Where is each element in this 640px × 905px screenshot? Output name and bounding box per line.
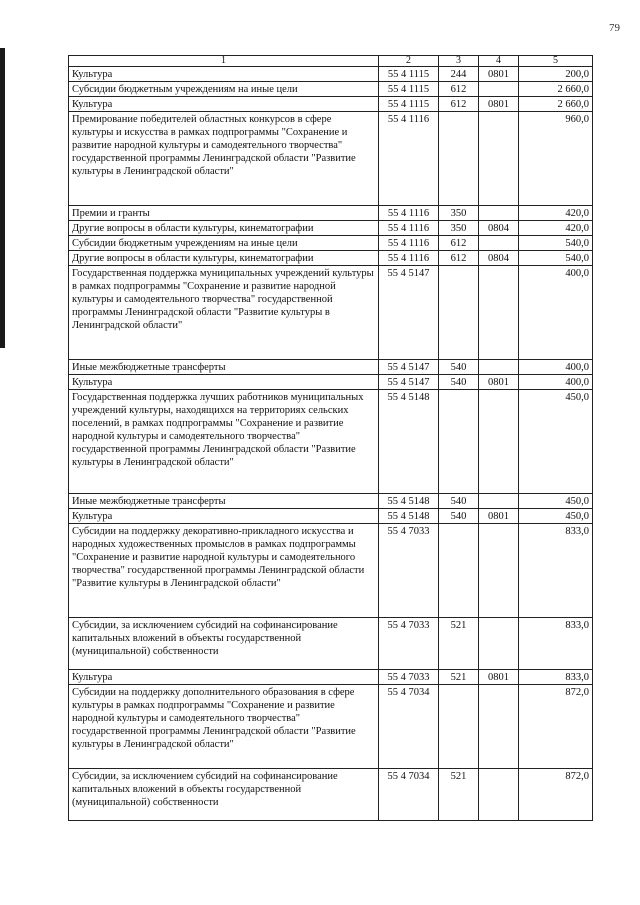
column-number: 2 (379, 56, 439, 67)
row-name-cell: Премии и гранты (69, 206, 379, 221)
row-section-cell: 0801 (479, 375, 519, 390)
row-code-cell: 55 4 5147 (379, 360, 439, 375)
row-amount-cell: 400,0 (519, 375, 593, 390)
row-expense-type-cell: 612 (439, 236, 479, 251)
row-amount-cell: 833,0 (519, 670, 593, 685)
row-amount-cell: 450,0 (519, 509, 593, 524)
table-row (69, 769, 593, 821)
row-expense-type-cell (439, 685, 479, 769)
row-name-cell: Другие вопросы в области культуры, кинематографии (69, 251, 379, 266)
row-code-cell: 55 4 1116 (379, 236, 439, 251)
row-code-cell: 55 4 1115 (379, 97, 439, 112)
row-section-cell (479, 236, 519, 251)
row-section-cell (479, 769, 519, 821)
row-expense-type-cell (439, 266, 479, 360)
row-expense-type-cell: 540 (439, 375, 479, 390)
table-row (69, 618, 593, 670)
column-number: 3 (439, 56, 479, 67)
row-code-cell: 55 4 7034 (379, 685, 439, 769)
row-expense-type-cell: 521 (439, 769, 479, 821)
row-section-cell (479, 112, 519, 206)
row-section-cell (479, 206, 519, 221)
row-expense-type-cell: 350 (439, 221, 479, 236)
row-amount-cell: 450,0 (519, 390, 593, 494)
row-code-cell: 55 4 1116 (379, 206, 439, 221)
table-row (69, 670, 593, 685)
row-section-cell (479, 685, 519, 769)
row-code-cell: 55 4 1116 (379, 112, 439, 206)
table-row (69, 524, 593, 618)
column-number: 5 (519, 56, 593, 67)
row-section-cell: 0804 (479, 251, 519, 266)
table-row (69, 685, 593, 769)
table-row (69, 236, 593, 251)
row-expense-type-cell: 540 (439, 494, 479, 509)
row-amount-cell: 833,0 (519, 618, 593, 670)
row-name-cell: Государственная поддержка лучших работников муниципальных учреждений культуры, находящихся на территориях сельских поселений, в рамках подпрограммы "Сохранение и развитие народной культуры и самодеятельного творчества" государственной программы Ленинградской области "Развитие культуры в Ленинградской области" (69, 390, 379, 494)
table-row (69, 112, 593, 206)
column-number: 4 (479, 56, 519, 67)
row-name-cell: Иные межбюджетные трансферты (69, 494, 379, 509)
row-section-cell: 0801 (479, 670, 519, 685)
row-section-cell: 0801 (479, 67, 519, 82)
row-expense-type-cell: 521 (439, 618, 479, 670)
table-row (69, 221, 593, 236)
row-section-cell: 0804 (479, 221, 519, 236)
row-expense-type-cell: 612 (439, 97, 479, 112)
row-code-cell: 55 4 5148 (379, 494, 439, 509)
row-amount-cell: 420,0 (519, 221, 593, 236)
row-amount-cell: 540,0 (519, 236, 593, 251)
row-section-cell (479, 390, 519, 494)
row-amount-cell: 833,0 (519, 524, 593, 618)
row-expense-type-cell (439, 390, 479, 494)
table-row (69, 266, 593, 360)
row-expense-type-cell: 521 (439, 670, 479, 685)
row-code-cell: 55 4 7033 (379, 670, 439, 685)
row-expense-type-cell: 612 (439, 82, 479, 97)
row-expense-type-cell: 612 (439, 251, 479, 266)
row-amount-cell: 872,0 (519, 685, 593, 769)
row-section-cell (479, 266, 519, 360)
column-number-row (69, 56, 593, 67)
table-row (69, 97, 593, 112)
column-number: 1 (69, 56, 379, 67)
row-expense-type-cell (439, 112, 479, 206)
row-section-cell: 0801 (479, 97, 519, 112)
row-expense-type-cell (439, 524, 479, 618)
row-name-cell: Культура (69, 97, 379, 112)
row-expense-type-cell: 540 (439, 509, 479, 524)
table-row (69, 251, 593, 266)
table-row (69, 494, 593, 509)
table-row (69, 67, 593, 82)
row-expense-type-cell: 244 (439, 67, 479, 82)
page-number: 79 (609, 22, 620, 34)
table-row (69, 390, 593, 494)
row-code-cell: 55 4 7034 (379, 769, 439, 821)
scan-edge-mark (0, 48, 5, 348)
table-row (69, 375, 593, 390)
row-name-cell: Культура (69, 375, 379, 390)
table-body (69, 56, 593, 821)
row-code-cell: 55 4 1115 (379, 67, 439, 82)
row-name-cell: Субсидии бюджетным учреждениям на иные цели (69, 236, 379, 251)
row-amount-cell: 200,0 (519, 67, 593, 82)
row-name-cell: Субсидии, за исключением субсидий на софинансирование капитальных вложений в объекты государственной (муниципальной) собственности (69, 618, 379, 670)
row-amount-cell: 2 660,0 (519, 82, 593, 97)
table-row (69, 360, 593, 375)
row-code-cell: 55 4 1116 (379, 251, 439, 266)
row-section-cell: 0801 (479, 509, 519, 524)
row-amount-cell: 2 660,0 (519, 97, 593, 112)
row-code-cell: 55 4 5147 (379, 375, 439, 390)
row-amount-cell: 450,0 (519, 494, 593, 509)
row-name-cell: Культура (69, 509, 379, 524)
row-name-cell: Иные межбюджетные трансферты (69, 360, 379, 375)
row-name-cell: Субсидии на поддержку дополнительного образования в сфере культуры в рамках подпрограммы "Сохранение и развитие народной культуры и самодеятельного творчества" государственной программы Ленинградской области "Развитие культуры в Ленинградской области" (69, 685, 379, 769)
row-code-cell: 55 4 7033 (379, 618, 439, 670)
table-row (69, 82, 593, 97)
row-amount-cell: 540,0 (519, 251, 593, 266)
row-amount-cell: 400,0 (519, 266, 593, 360)
row-expense-type-cell: 540 (439, 360, 479, 375)
row-name-cell: Субсидии бюджетным учреждениям на иные цели (69, 82, 379, 97)
row-code-cell: 55 4 5148 (379, 509, 439, 524)
row-section-cell (479, 82, 519, 97)
row-section-cell (479, 360, 519, 375)
row-name-cell: Субсидии, за исключением субсидий на софинансирование капитальных вложений в объекты государственной (муниципальной) собственности (69, 769, 379, 821)
row-amount-cell: 872,0 (519, 769, 593, 821)
row-expense-type-cell: 350 (439, 206, 479, 221)
row-code-cell: 55 4 1116 (379, 221, 439, 236)
row-amount-cell: 400,0 (519, 360, 593, 375)
row-code-cell: 55 4 5147 (379, 266, 439, 360)
row-name-cell: Премирование победителей областных конкурсов в сфере культуры и искусства в рамках подпрограммы "Сохранение и развитие народной культуры и самодеятельного творчества" государственной программы Ленинградской области "Развитие культуры в Ленинградской области" (69, 112, 379, 206)
row-name-cell: Культура (69, 670, 379, 685)
row-section-cell (479, 494, 519, 509)
row-name-cell: Субсидии на поддержку декоративно-прикладного искусства и народных художественных промыслов в рамках подпрограммы "Сохранение и развитие народной культуры и самодеятельного творчества" государственной программы Ленинградской области "Развитие культуры в Ленинградской области" (69, 524, 379, 618)
row-code-cell: 55 4 5148 (379, 390, 439, 494)
row-name-cell: Государственная поддержка муниципальных учреждений культуры в рамках подпрограммы "Сохранение и развитие народной культуры и самодеятельного творчества" государственной программы Ленинградской области "Развитие культуры в Ленинградской области" (69, 266, 379, 360)
row-code-cell: 55 4 1115 (379, 82, 439, 97)
table-row (69, 509, 593, 524)
row-code-cell: 55 4 7033 (379, 524, 439, 618)
row-section-cell (479, 618, 519, 670)
row-section-cell (479, 524, 519, 618)
table-row (69, 206, 593, 221)
row-amount-cell: 420,0 (519, 206, 593, 221)
row-name-cell: Культура (69, 67, 379, 82)
row-name-cell: Другие вопросы в области культуры, кинематографии (69, 221, 379, 236)
budget-table (68, 55, 593, 821)
row-amount-cell: 960,0 (519, 112, 593, 206)
